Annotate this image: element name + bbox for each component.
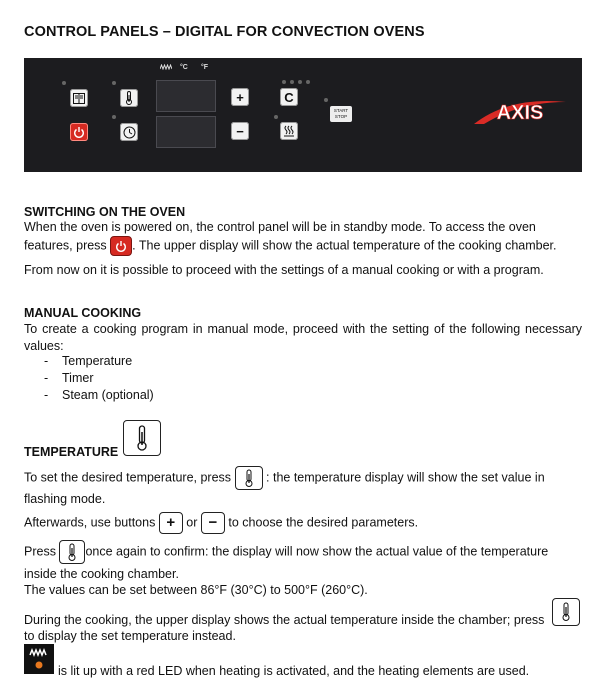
thermometer-icon (552, 598, 580, 626)
temperature-para-1 (24, 466, 582, 490)
unit-fahrenheit-label: °F (201, 64, 209, 71)
led-indicator (62, 81, 66, 85)
temperature-heading: TEMPERATURE (24, 445, 119, 459)
switching-line-2-start: features, press (24, 238, 107, 253)
switching-heading: SWITCHING ON THE OVEN (24, 205, 186, 219)
temperature-para-5-line-1: During the cooking, the upper display shows the actual temperature inside the chamber; press (24, 613, 545, 627)
minus-icon: − (201, 512, 225, 534)
axis-logo-text: AXIS (496, 102, 544, 124)
heating-led-text: is lit up with a red LED when heating is activated, and the heating elements are used. (58, 664, 530, 678)
temperature-range-text: The values can be set between 86°F (30°C) to 500°F (260°C). (24, 583, 368, 597)
temperature-para-3-end: once again to confirm: the display will now show the actual value of the temperature (85, 544, 549, 559)
temperature-para-5 (24, 612, 582, 629)
program-book-button[interactable] (70, 89, 88, 107)
thermometer-icon (123, 420, 161, 456)
stop-label: STOP (334, 113, 348, 119)
steam-button[interactable] (280, 122, 298, 140)
led-indicator (112, 81, 116, 85)
manual-heading: MANUAL COOKING (24, 306, 142, 320)
led-indicator (306, 80, 310, 84)
list-item-label: Timer (62, 371, 94, 385)
temperature-para-3-start: Press (24, 544, 56, 559)
thermometer-icon (59, 540, 85, 564)
heating-symbol-icon (160, 64, 172, 70)
start-label: START (333, 108, 349, 113)
axis-logo (470, 94, 570, 128)
upper-temperature-display (156, 80, 216, 112)
list-item: - Steam (optional) (44, 388, 154, 402)
list-item-label: Temperature (62, 354, 133, 368)
start-stop-button[interactable] (330, 106, 352, 122)
switching-line-2 (24, 236, 582, 256)
led-indicator (274, 115, 278, 119)
program-book-icon (73, 93, 85, 104)
plus-icon: + (159, 512, 183, 534)
page-title: CONTROL PANELS – DIGITAL FOR CONVECTION OVENS (24, 24, 425, 40)
temperature-button[interactable] (120, 89, 138, 107)
list-item-label: Steam (optional) (62, 388, 154, 402)
switching-line-2-end: . The upper display will show the actual temperature of the cooking chamber. (132, 238, 557, 253)
timer-button[interactable] (120, 123, 138, 141)
led-indicator (290, 80, 294, 84)
power-icon (73, 126, 85, 138)
list-item: - Timer (44, 371, 94, 385)
temperature-para-1-line-2: flashing mode. (24, 492, 106, 506)
timer-clock-icon (123, 126, 136, 139)
plus-button[interactable]: + (231, 88, 249, 106)
control-panel-image (24, 58, 582, 172)
temperature-para-2-end: to choose the desired parameters. (228, 515, 419, 530)
clear-button[interactable]: C (280, 88, 298, 106)
temperature-para-3-line-2: inside the cooking chamber. (24, 567, 179, 581)
temperature-para-1-end: : the temperature display will show the set value in (266, 470, 545, 485)
led-indicator (112, 115, 116, 119)
thermometer-icon (235, 466, 263, 490)
temperature-para-5-line-2: to display the set temperature instead. (24, 629, 236, 643)
temperature-para-2 (24, 512, 582, 534)
temperature-para-3 (24, 540, 582, 564)
power-button[interactable] (70, 123, 88, 141)
led-indicator (324, 98, 328, 102)
power-icon (110, 236, 132, 256)
switching-line-1: When the oven is powered on, the control panel will be in standby mode. To access the oven (24, 220, 536, 234)
minus-button[interactable]: − (231, 122, 249, 140)
thermometer-icon (125, 91, 133, 105)
switching-line-3: From now on it is possible to proceed with the settings of a manual cooking or with a program. (24, 263, 544, 277)
unit-celsius-label: °C (180, 64, 188, 71)
temperature-para-1-start: To set the desired temperature, press (24, 470, 232, 485)
manual-text: To create a cooking program in manual mode, proceed with the setting of the following necessary values: (24, 322, 582, 353)
temperature-para-2-start: Afterwards, use buttons (24, 515, 156, 530)
list-item: - Temperature (44, 354, 133, 368)
lower-time-display (156, 116, 216, 148)
led-indicator (282, 80, 286, 84)
led-indicator (298, 80, 302, 84)
temperature-para-2-mid: or (186, 515, 198, 530)
steam-icon (283, 125, 295, 137)
heating-led-icon (24, 644, 54, 674)
